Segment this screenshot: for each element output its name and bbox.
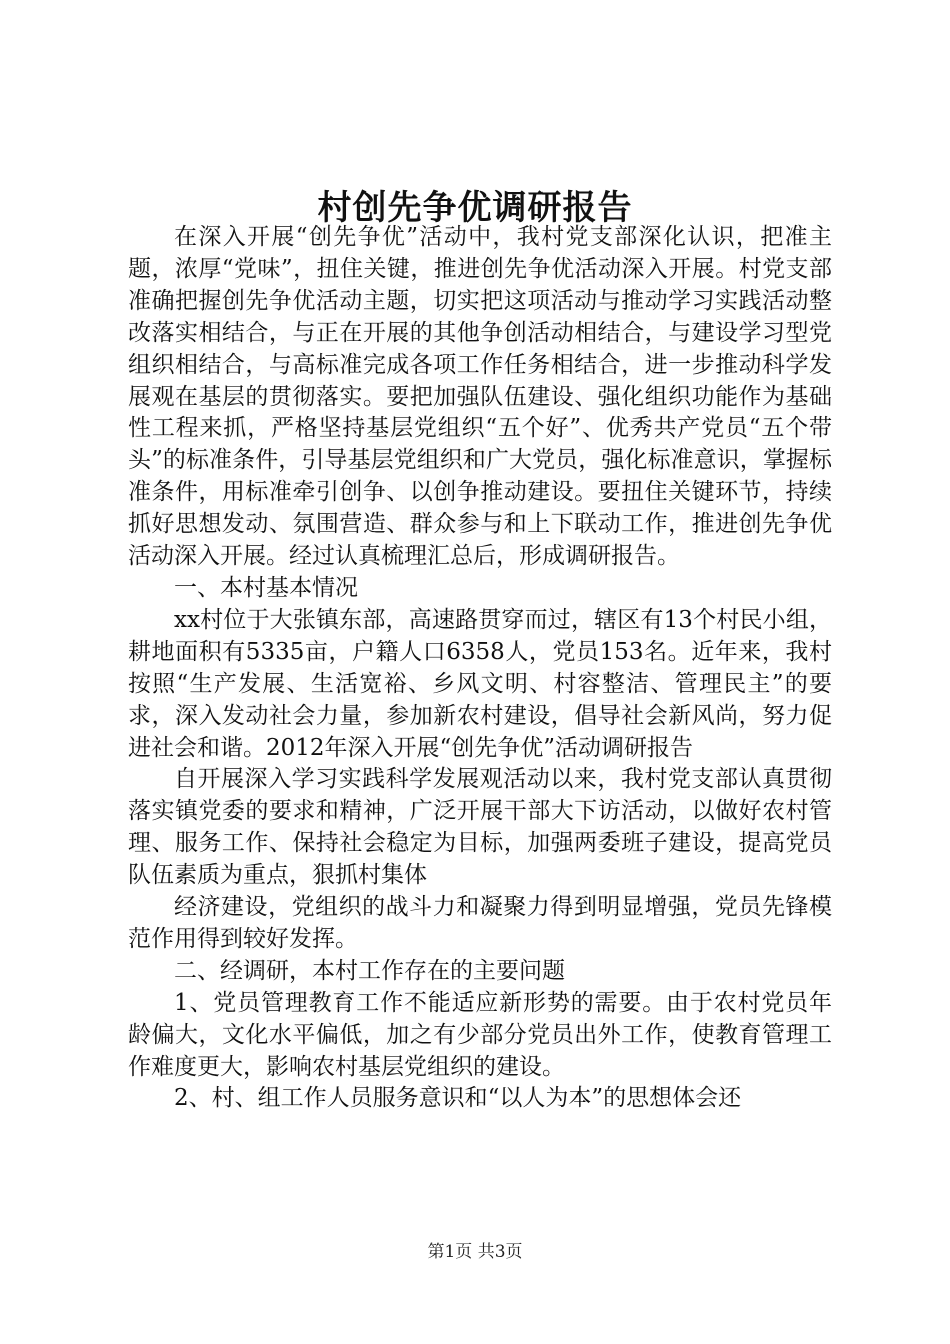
paragraph-economy: 经济建设，党组织的战斗力和凝聚力得到明显增强，党员先锋模范作用得到较好发挥。 bbox=[128, 894, 832, 952]
section-heading-basic-info: 一、本村基本情况 bbox=[174, 574, 358, 601]
paragraph-problem-2: 2、村、组工作人员服务意识和“以人为本”的思想体会还 bbox=[174, 1085, 742, 1112]
document-body bbox=[128, 222, 832, 1115]
paragraph-basic-info: xx村位于大张镇东部，高速路贯穿而过，辖区有13个村民小组，耕地面积有5335亩，户籍人口6358人，党员153名。近年来，我村按照“生产发展、生活宽裕、乡风文明、村容整洁、管理民主”的要求，深入发动社会力量，参加新农村建设，倡导社会新风尚，努力促进社会和谐。2012年深入开展“创先争优”活动调研报告 bbox=[128, 606, 832, 761]
paragraph-activities: 自开展深入学习实践科学发展观活动以来，我村党支部认真贯彻落实镇党委的要求和精神，广泛开展干部大下访活动，以做好农村管理、服务工作、保持社会稳定为目标，加强两委班子建设，提高党员队伍素质为重点，狠抓村集体 bbox=[128, 766, 832, 889]
page-number-footer: 第1页 共3页 bbox=[427, 1242, 523, 1262]
document-title: 村创先争优调研报告 bbox=[317, 188, 633, 228]
paragraph-problem-1: 1、党员管理教育工作不能适应新形势的需要。由于农村党员年龄偏大，文化水平偏低，加之有少部分党员出外工作，使教育管理工作难度更大，影响农村基层党组织的建设。 bbox=[128, 989, 832, 1080]
paragraph-intro: 在深入开展“创先争优”活动中，我村党支部深化认识，把准主题，浓厚“党味”，扭住关键，推进创先争优活动深入开展。村党支部准确把握创先争优活动主题，切实把这项活动与推动学习实践活动整改落实相结合，与正在开展的其他争创活动相结合，与建设学习型党组织相结合，与高标准完成各项工作任务相结合，进一步推动科学发展观在基层的贯彻落实。要把加强队伍建设、强化组织功能作为基础性工程来抓，严格坚持基层党组织“五个好”、优秀共产党员“五个带头”的标准条件，引导基层党组织和广大党员，强化标准意识，掌握标准条件，用标准牵引创争、以创争推动建设。要扭住关键环节，持续抓好思想发动、氛围营造、群众参与和上下联动工作，推进创先争优活动深入开展。经过认真梳理汇总后，形成调研报告。 bbox=[128, 224, 832, 570]
section-heading-problems: 二、经调研，本村工作存在的主要问题 bbox=[174, 957, 565, 984]
